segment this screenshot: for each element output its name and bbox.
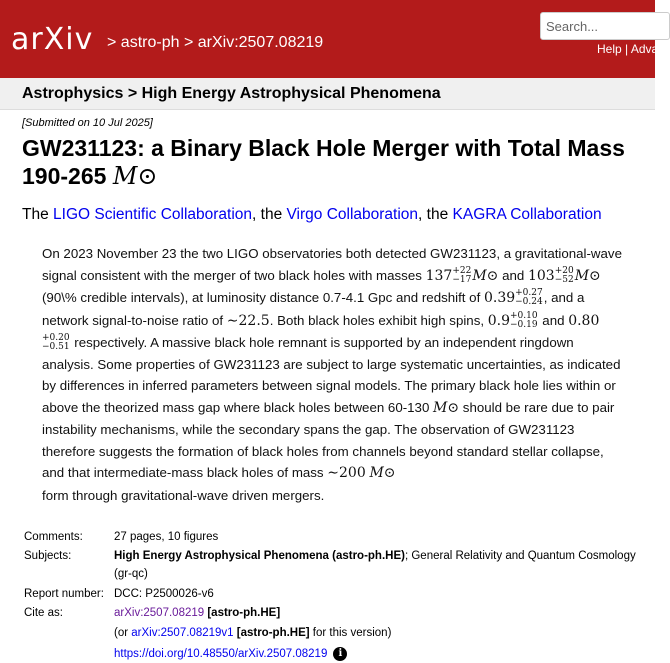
category-bar (0, 78, 655, 110)
cite-version-suffix: for this version) (309, 627, 392, 639)
math-value: 103 (527, 267, 555, 284)
help-separator: | (621, 42, 631, 56)
abstract (42, 243, 622, 506)
abstract-text: On 2023 November 23 the two LIGO observatories both detected GW231123, a gravitational-wave signal consistent with the merger of two black holes with masses (42, 246, 622, 283)
solar-mass-symbol: M⊙ (112, 162, 158, 190)
arxiv-logo[interactable] (11, 20, 93, 60)
abstract-text: . Both black holes exhibit high spins, (269, 312, 488, 328)
abstract-text: and (498, 267, 528, 283)
author-list (22, 206, 602, 224)
help-links (597, 42, 658, 56)
breadcrumb (107, 34, 323, 52)
comments-label: Comments: (24, 531, 83, 543)
solar-mass-symbol: M⊙ (433, 399, 460, 416)
solar-mass-symbol: M⊙ (472, 267, 499, 284)
abstract-text: form through gravitational-wave driven mergers. (42, 487, 325, 503)
cite-label: Cite as: (24, 607, 63, 619)
abstract-text: , and a network signal-to-noise ratio of (42, 290, 585, 328)
primary-subject: High Energy Astrophysical Phenomena (astro-ph.HE) (114, 550, 405, 562)
report-value: DCC: P2500026-v6 (114, 588, 214, 600)
breadcrumb-category[interactable]: astro-ph (120, 34, 180, 51)
author-link-kagra[interactable]: KAGRA Collaboration (452, 206, 602, 223)
category-title: Astrophysics > High Energy Astrophysical Phenomena (22, 85, 441, 102)
submission-date: [Submitted on 10 Jul 2025] (22, 117, 153, 129)
math-value: 0.80 (568, 312, 600, 329)
author-separator: , the (252, 206, 287, 223)
cite-version-value (114, 627, 391, 639)
cite-category: [astro-ph.HE] (204, 607, 281, 619)
solar-mass-symbol: M⊙ (369, 465, 396, 481)
doi-link[interactable]: https://doi.org/10.48550/arXiv.2507.08219 (114, 648, 328, 661)
author-link-ligo[interactable]: LIGO Scientific Collaboration (53, 206, 253, 223)
report-label: Report number: (24, 588, 104, 600)
authors-prefix: The (22, 206, 54, 223)
math-value: ∼22.5 (226, 312, 270, 329)
breadcrumb-separator: > (179, 34, 198, 51)
math-uncertainty: +0.10 −0.19 (510, 310, 538, 330)
abstract-text: should be rare due to pair instability mechanisms, while the secondary spans the gap. The observation of GW231123 therefore suggests the formation of black holes from channels beyond standard stellar collapse, and that intermediate-mass black holes of mass (42, 399, 615, 480)
logo-text: arXiv (11, 22, 94, 57)
breadcrumb-paper-id: arXiv:2507.08219 (197, 34, 324, 51)
secondary-subject: ; General Relativity and Quantum Cosmology (404, 550, 636, 562)
math-value: 0.39 (483, 290, 516, 306)
subjects-value (114, 550, 636, 562)
doi-value (114, 647, 347, 661)
abstract-text: respectively. A massive black hole remnant is supported by an independent ringdown analysis. Some properties of GW231123 are subject to large systematic uncertainties, as indicated by differences in inferred parameters between signal models. The primary black hole lies within or above the theorized mass gap where black holes between 60-130 (42, 335, 621, 415)
cite-version-prefix: (or (114, 627, 132, 639)
cite-v1-category: [astro-ph.HE] (233, 627, 310, 639)
help-link[interactable]: Help (597, 42, 622, 56)
author-link-virgo[interactable]: Virgo Collaboration (286, 206, 419, 223)
cite-link[interactable]: arXiv:2507.08219 (114, 607, 205, 619)
cite-value (114, 607, 280, 619)
paper-title (22, 134, 647, 190)
abstract-text: (90\% credible intervals), at luminosity distance 0.7-4.1 Gpc and redshift of (42, 290, 484, 305)
breadcrumb-separator: > (107, 34, 121, 51)
search-input[interactable] (540, 12, 670, 40)
math-value: 0.9 (487, 312, 511, 329)
title-line-1: GW231123: a Binary Black Hole Merger with Total Mass (22, 135, 625, 161)
subjects-label: Subjects: (24, 550, 72, 562)
comments-value: 27 pages, 10 figures (114, 531, 219, 543)
math-uncertainty: +22 −17 (452, 265, 472, 285)
site-header (0, 0, 659, 78)
math-uncertainty: +20 −52 (554, 265, 574, 285)
title-line-2: 190-265 (22, 163, 107, 189)
math-value: 137 (425, 267, 453, 284)
abstract-text: and (538, 312, 569, 328)
solar-mass-symbol: M⊙ (574, 267, 601, 284)
info-icon[interactable]: i (333, 647, 347, 661)
math-value: ∼200 (327, 465, 366, 481)
secondary-subject-code: (gr-qc) (114, 568, 148, 580)
cite-v1-link[interactable]: arXiv:2507.08219v1 (131, 627, 234, 639)
math-uncertainty: +0.20 −0.51 (42, 333, 70, 353)
advanced-search-link[interactable]: Adva (630, 42, 659, 56)
author-separator: , the (418, 206, 453, 223)
math-uncertainty: +0.27 −0.24 (515, 288, 543, 308)
